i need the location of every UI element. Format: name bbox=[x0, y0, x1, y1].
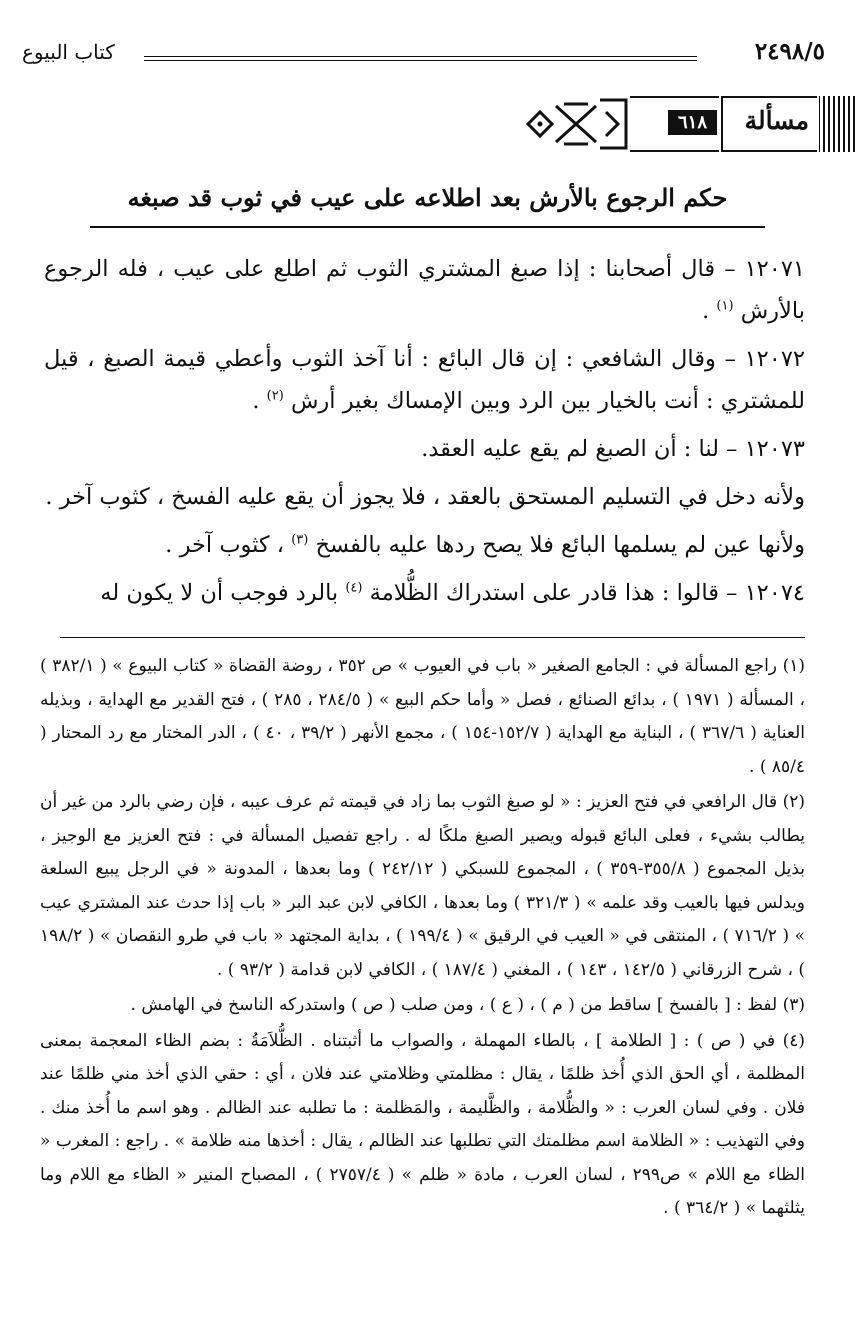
footnotes bbox=[40, 650, 805, 1228]
footnote-2: (٢) قال الرافعي في فتح العزيز : « لو صبغ الثوب بما زاد في قيمته ثم عرف عيبه ، فإن رضي بالرد من غير أن يطالب بشيء ، فعلى البائع قبوله ويصير الصبغ ملكًا له . راجع تفصيل المسألة في : فتح العزيز مع الوجيز ، بذيل المجموع ( ٣٥٥/٨-٣٥٩ ) ، المجموع للسبكي ( ٢٤٢/١٢ ) وما بعدها ، المدونة « في الرجل يبيع السلعة ويدلس فيها بالعيب وقد علمه » ( ٣٢١/٣ ) وما بعدها ، الكافي لابن عبد البر « باب إذا حدث عند المشتري عيب » ( ٧١٦/٢ ) ، المنتقى في « العيب في الرقيق » ( ١٩٩/٤ ) ، بداية المجتهد « باب في طرو النقصان » ( ١٩٨/٢ ) ، شرح الزرقاني ( ١٤٢/٥ ، ١٤٣ ) ، المغني ( ١٨٧/٤ ) ، الكافي لابن قدامة ( ٩٣/٢ ) . bbox=[40, 792, 806, 980]
main-text bbox=[44, 248, 805, 620]
paragraph-12073: ١٢٠٧٣ – لنا : أن الصبغ لم يقع عليه العقد. bbox=[421, 436, 805, 462]
footnote-ref: (٤) bbox=[345, 580, 363, 596]
running-header bbox=[22, 38, 825, 78]
paragraph-12071: ١٢٠٧١ – قال أصحابنا : إذا صبغ المشتري الثوب ثم اطلع على عيب ، فله الرجوع بالأرش $^{(١)}$ . bbox=[44, 256, 805, 324]
footnote-ref: (١) bbox=[716, 298, 734, 314]
page-number: ٢٤٩٨/٥ bbox=[754, 38, 825, 65]
masala-label: مسألة bbox=[744, 106, 809, 135]
footnote-separator bbox=[60, 637, 805, 638]
banner-stripes bbox=[819, 96, 855, 152]
footnote-4: (٤) في ( ص ) : [ الطلامة ] ، بالطاء المهملة ، والصواب ما أثبتناه . الظُّلاَمَةُ : بضم الظاء المعجمة بمعنى المظلمة ، أي الحق الذي أُخذ ظلمًا ، يقال : مظلمتي وظلامتي عند فلان ، أي : حقي الذي أخذ مني ظلمًا عند فلان . وفي لسان العرب : « والظُّلامة ، والظَّليمة ، والمَظلمة : ما تطلبه عند الظالم . وهو اسم ما أُخذ منك . وفي التهذيب : « الظلامة اسم مظلمتك التي تطلبها عند الظالم ، يقال : أخذها منه ظلامة » . راجع : المغرب « الظاء مع اللام » ص٢٩٩ ، لسان العرب ، مادة « ظلم » ( ٢٧٥٧/٤ ) ، المصباح المنير « الظاء مع اللام وما يثلثهما » ( ٣٦٤/٢ ) . bbox=[40, 1030, 805, 1218]
paragraph-reason-1: ولأنه دخل في التسليم المستحق بالعقد ، فلا يجوز أن يقع عليه الفسخ ، كثوب آخر . bbox=[45, 484, 805, 510]
book-title: كتاب البيوع bbox=[22, 40, 115, 64]
masala-number: ٦١٨ bbox=[668, 110, 717, 135]
paragraph-12072: ١٢٠٧٢ – وقال الشافعي : إن قال البائع : أنا آخذ الثوب وأعطي قيمة الصبغ ، قيل للمشتري : أنت بالخيار بين الرد وبين الإمساك بغير أرش $^{(٢)}$ . bbox=[44, 346, 805, 414]
banner-frame bbox=[630, 96, 719, 152]
paragraph-12074: ١٢٠٧٤ – قالوا : هذا قادر على استدراك الظُّلامة $^{(٤)}$ بالرد فوجب أن لا يكون له bbox=[100, 580, 805, 606]
footnote-1: (١) راجع المسألة في : الجامع الصغير « باب في العيوب » ص ٣٥٢ ، روضة القضاة « كتاب البيوع » ( ٣٨٢/١ ) ، المسألة ( ١٩٧١ ) ، بدائع الصنائع ، فصل « وأما حكم البيع » ( ٢٨٤/٥ ، ٢٨٥ ) ، فتح القدير مع الهداية ، وبذيله العناية ( ٣٦٧/٦ ) ، البناية مع الهداية ( ١٥٢/٧-١٥٤ ) ، مجمع الأنهر ( ٣٩/٢ ، ٤٠ ) ، الدر المختار مع رد المحتار ( ٨٥/٤ ) . bbox=[40, 656, 806, 777]
title-rule bbox=[90, 226, 765, 228]
footnote-3: (٣) لفظ : [ بالفسخ ] ساقط من ( م ) ، ( ع ) ، ومن صلب ( ص ) واستدركه الناسخ في الهامش . bbox=[130, 995, 805, 1015]
footnote-ref: (٢) bbox=[266, 388, 284, 404]
footnote-ref: (٣) bbox=[291, 532, 309, 548]
ornament-icon bbox=[520, 96, 630, 152]
header-rule bbox=[144, 56, 697, 61]
paragraph-reason-2: ولأنها عين لم يسلمها البائع فلا يصح ردها عليه بالفسخ $^{(٣)}$ ، كثوب آخر . bbox=[165, 532, 805, 558]
masala-banner bbox=[0, 96, 855, 152]
chapter-title: حكم الرجوع بالأرش بعد اطلاعه على عيب في ثوب قد صبغه bbox=[127, 183, 728, 212]
